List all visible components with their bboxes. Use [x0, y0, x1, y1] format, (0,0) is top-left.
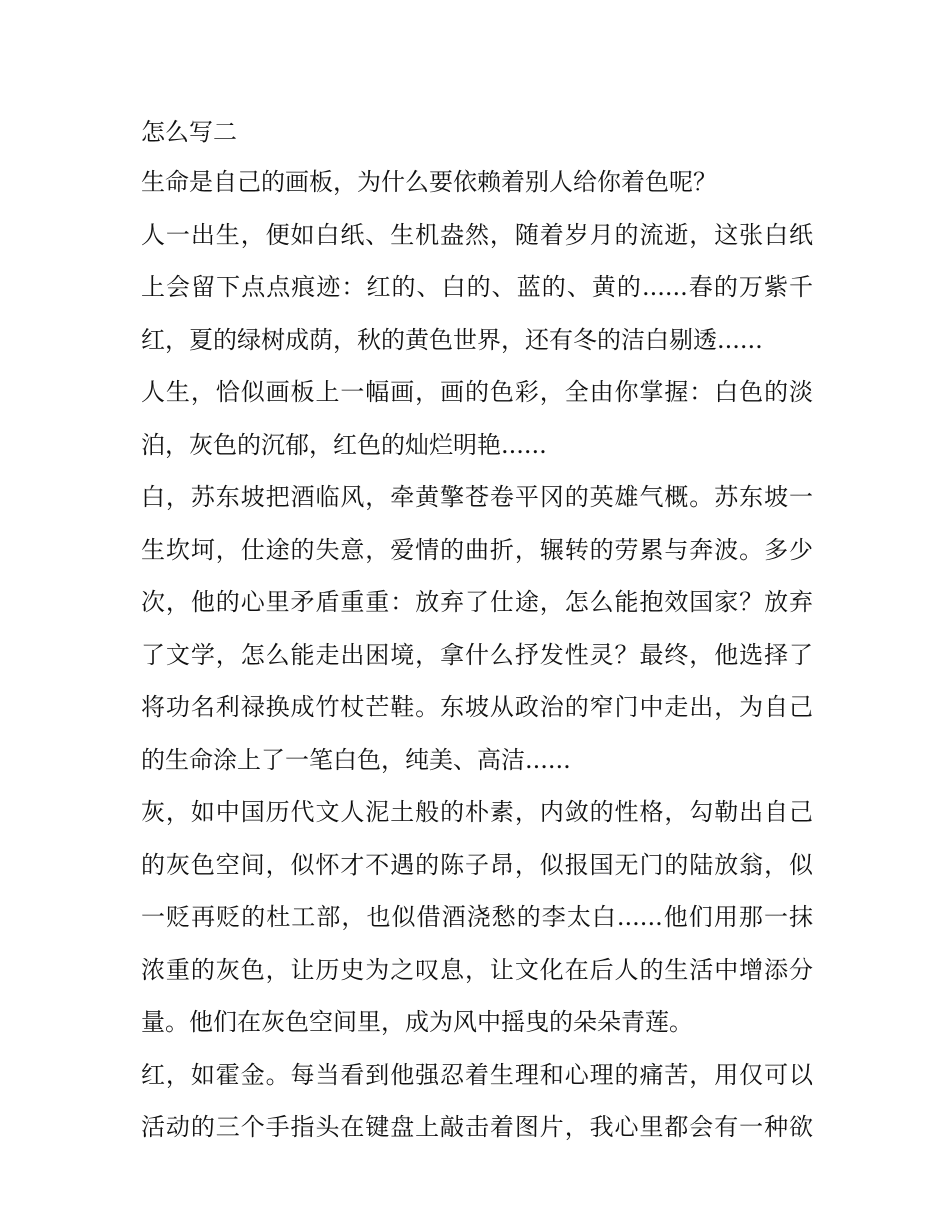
paragraph: [141, 366, 813, 471]
text-line: 泊，灰色的沉郁，红色的灿烂明艳......: [141, 430, 547, 459]
text-line: 的生命涂上了一笔白色，纯美、高洁......: [141, 745, 571, 774]
document-body: [141, 109, 813, 1154]
paragraph: [141, 471, 813, 786]
text-line: 次，他的心里矛盾重重：放弃了仕途，怎么能抱效国家？放弃: [141, 588, 813, 616]
text-line: 了文学，怎么能走出困境，拿什么抒发性灵？最终，他选择了: [141, 640, 813, 669]
text-line: 的灰色空间，似怀才不遇的陈子昂，似报国无门的陆放翁，似: [141, 850, 813, 879]
text-line: 生命是自己的画板，为什么要依赖着别人给你着色呢？: [141, 168, 717, 196]
text-line: 量。他们在灰色空间里，成为风中摇曳的朵朵青莲。: [141, 1008, 693, 1036]
text-line: 上会留下点点痕迹：红的、白的、蓝的、黄的......春的万紫千: [141, 273, 813, 301]
text-line: 生坎坷，仕途的失意，爱情的曲折，辗转的劳累与奔波。多少: [141, 535, 813, 564]
text-line: 人生，恰似画板上一幅画，画的色彩，全由你掌握：白色的淡: [141, 378, 813, 406]
text-line: 人一出生，便如白纸、生机盎然，随着岁月的流逝，这张白纸: [141, 220, 813, 249]
text-line: 浓重的灰色，让历史为之叹息，让文化在后人的生活中增添分: [141, 955, 813, 984]
paragraph: [141, 209, 813, 367]
paragraph: [141, 156, 813, 209]
paragraph: [141, 786, 813, 1049]
text-line: 将功名利禄换成竹杖芒鞋。东坡从政治的窄门中走出，为自己: [141, 693, 813, 721]
paragraph: [141, 1049, 813, 1154]
text-line: 红，夏的绿树成荫，秋的黄色世界，还有冬的洁白剔透......: [141, 325, 763, 354]
text-line: 一贬再贬的杜工部，也似借酒浇愁的李太白......他们用那一抹: [141, 903, 813, 931]
document-title: 怎么写二: [141, 118, 237, 146]
text-line: 活动的三个手指头在键盘上敲击着图片，我心里都会有一种欲: [141, 1113, 813, 1141]
text-line: 灰，如中国历代文人泥土般的朴素，内敛的性格，勾勒出自己: [141, 798, 813, 826]
text-line: 红，如霍金。每当看到他强忍着生理和心理的痛苦，用仅可以: [141, 1060, 813, 1089]
text-line: 白，苏东坡把酒临风，牵黄擎苍卷平冈的英雄气概。苏东坡一: [141, 483, 813, 511]
